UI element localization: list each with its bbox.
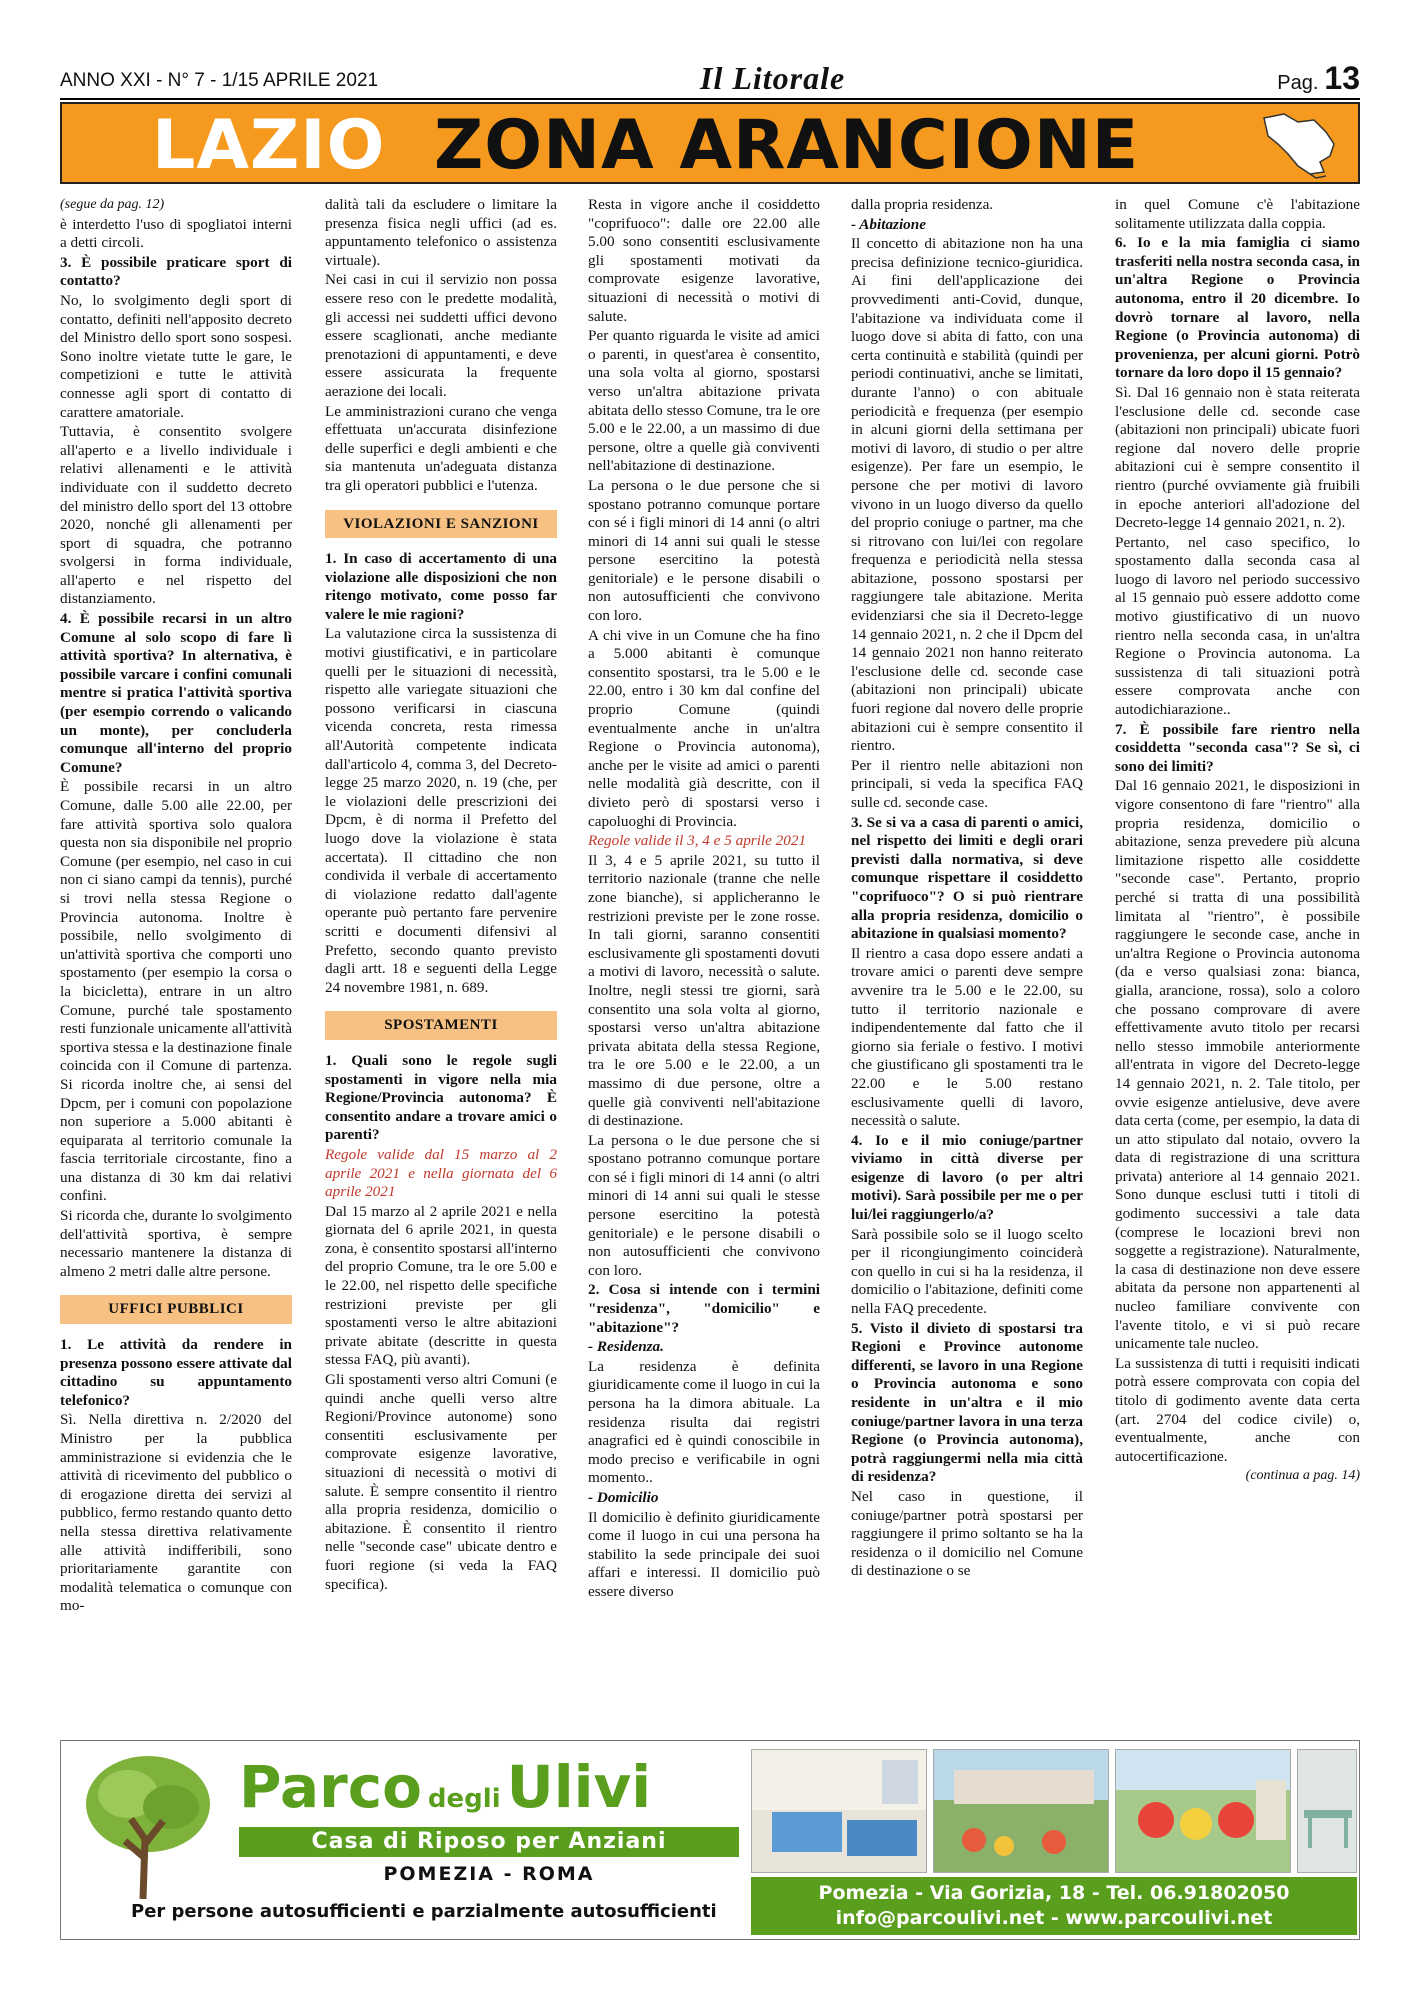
paragraph: Il concetto di abitazione non ha una precisa definizione tecnico-giuridica. Ai fini dell'applicazione dei provvedimenti anti-Covid, dunque, l'abitazione va individuata come il luogo dove si abita di fatto, con una certa continuità e stabilità (quindi per periodi continuativi, anche se limitati, durante l'anno) o con abituale periodicità e frequenza (per esempio in alcuni giorni della settimana per motivi di lavoro, di studio o per altre esigenze). Per fare un esempio, le persone che per motivi di lavoro vivono in un luogo diverso da quello del proprio coniuge o partner, ma che si ritrovano con lui/lei con regolare frequenza e periodicità nella stessa abitazione, possono spostarsi per raggiungere tale abitazione. Merita evidenziarsi che sia il Decreto-legge 14 gennaio 2021, n. 2 che il Dpcm del 14 gennaio 2021 non hanno reiterato l'esclusione delle cd. seconde case (abitazioni non principali) ubicate fuori regione dal novero delle proprie abitazioni cui è sempre consentito il rientro. bbox=[851, 235, 1083, 755]
faq-answer: Tuttavia, è consentito svolgere all'aperto e a livello individuale i relativi allenamenti e le attività individuate con il suddetto decreto del ministro dello sport del 13 ottobre 2020, nonché gli allenamenti per sport di squadra, che potranno svolgersi in forma individuale, all'aperto e nel rispetto del distanziamento. bbox=[60, 423, 292, 608]
section-heading-violazioni: VIOLAZIONI E SANZIONI bbox=[325, 510, 557, 539]
paragraph: Le amministrazioni curano che venga effettuata un'accurata disinfezione delle superfici e degli ambienti e che sia mantenuta un'adeguata distanza tra gli operatori pubblici e l'utenza. bbox=[325, 402, 557, 494]
faq-question: 3. È possibile praticare sport di contatto? bbox=[60, 253, 292, 290]
rule-validity-note: Regole valide il 3, 4 e 5 aprile 2021 bbox=[588, 832, 807, 850]
contact-box bbox=[751, 1877, 1357, 1935]
paragraph: in quel Comune c'è l'abitazione solitamente utilizzata dalla coppia. bbox=[1115, 196, 1360, 232]
faq-answer: Sarà possibile solo se il luogo scelto per il ricongiungimento coinciderà con quello in cui si ha la residenza, il domicilio o l'abitazione, definiti come nella FAQ precedente. bbox=[851, 1225, 1083, 1318]
page-label: Pag. bbox=[1277, 72, 1319, 94]
paragraph: Resta in vigore anche il cosiddetto "coprifuoco": dalle ore 22.00 alle 5.00 sono consentiti esclusivamente gli spostamenti motivati da comprovate esigenze lavorative, situazioni di necessità o motivi di salute. bbox=[588, 196, 820, 325]
paragraph: Nei casi in cui il servizio non possa essere reso con le predette modalità, gli accessi nei suddetti uffici devono essere scaglionati, anche mediante prenotazioni di appuntamenti, e deve essere assicurata la frequente aerazione dei locali. bbox=[325, 271, 557, 400]
paragraph: dalità tali da escludere o limitare la presenza fisica negli uffici (ad es. appuntamento telefonico o assistenza virtuale). bbox=[325, 196, 557, 269]
paragraph: Il 3, 4 e 5 aprile 2021, su tutto il territorio nazionale (tranne che nelle zone bianche), si applicheranno le restrizioni previste per le zone rosse. In tali giorni, saranno consentiti esclusivamente gli spostamenti dovuti a motivi di lavoro, necessità o salute. Inoltre, negli stessi tre giorni, sarà consentito una sola volta al giorno, spostarsi verso un'altra abitazione privata abitata della stessa Regione, tra le ore 5.00 e le 22.00, a un massimo di due persone, oltre a quelle già conviventi nell'abitazione di destinazione. bbox=[588, 851, 820, 1130]
faq-answer: Nel caso in questione, il coniuge/partner potrà spostarsi per raggiungere il primo soltanto se ha la residenza o il domicilio nel Comune di destinazione o se bbox=[851, 1487, 1083, 1580]
contact-address: Pomezia - Via Gorizia, 18 - Tel. 06.91802050 bbox=[818, 1882, 1290, 1904]
subheading: - Abitazione bbox=[851, 215, 926, 233]
rule-validity-note: Regole valide dal 15 marzo al 2 aprile 2021 e nella giornata del 6 aprile 2021 bbox=[325, 1145, 557, 1201]
brand-subtitle: Casa di Riposo per Anziani bbox=[239, 1827, 739, 1857]
banner-zone: ZONA ARANCIONE bbox=[434, 106, 1140, 185]
photo-dining bbox=[1297, 1749, 1357, 1873]
paragraph: è interdetto l'uso di spogliatoi interni a detti circoli. bbox=[60, 215, 292, 252]
faq-answer: Il rientro a casa dopo essere andati a trovare amici o parenti deve sempre avvenire tra le 5.00 e le 22.00, su tutto il territorio nazionale e indipendentemente dal fatto che il giorno sia feriale o festivo. I motivi che giustificano gli spostamenti tra le 22.00 e le 5.00 restano esclusivamente quelli di lavoro, necessità o salute. bbox=[851, 944, 1083, 1130]
faq-question: 2. Cosa si intende con i termini "residenza", "domicilio" e "abitazione"? bbox=[588, 1281, 820, 1336]
paragraph: La persona o le due persone che si spostano potranno comunque portare con sé i figli minori di 14 anni (o altri minori di 14 anni sui quali le stesse persone esercitino la potestà genitoriale) e le persone disabili o non autosufficienti che convivono con loro. bbox=[588, 476, 820, 625]
section-heading-uffici: UFFICI PUBBLICI bbox=[60, 1295, 292, 1324]
faq-question: 1. Quali sono le regole sugli spostamenti in vigore nella mia Regione/Provincia autonoma? È consentito andare a trovare amici o parenti? bbox=[325, 1051, 557, 1144]
column-1 bbox=[60, 196, 292, 1617]
issue-info: ANNO XXI - N° 7 - 1/15 APRILE 2021 bbox=[60, 70, 379, 91]
section-heading-spostamenti: SPOSTAMENTI bbox=[325, 1011, 557, 1040]
paragraph: La persona o le due persone che si spostano potranno comunque portare con sé i figli minori di 14 anni (o altri minori di 14 anni sui quali le stesse persone esercitino la potestà genitoriale) e le persone disabili o non autosufficienti che convivono con loro. bbox=[588, 1131, 820, 1279]
subheading: - Residenza. bbox=[588, 1338, 664, 1356]
faq-answer: È possibile recarsi in un altro Comune, dalle 5.00 alle 22.00, per fare attività sportiva solo qualora questa non sia disponibile nel proprio Comune (per esempio, nel caso in cui non ci siano campi da tennis), purché si trovi nella stessa Regione o Provincia autonoma. Inoltre è possibile, nello svolgimento di un'attività sportiva che comporti uno spostamento (per esempio la corsa o la bicicletta), entrare in un altro Comune, purché tale spostamento resti funzionale unicamente all'attività sportiva stessa e la destinazione finale coincida con il Comune di partenza. Si ricorda inoltre che, ai sensi del Dpcm, per i comuni con popolazione non superiore a 5.000 abitanti è equiparata al territorio comunale la fascia territoriale circostante, fino a una distanza di 30 km dai relativi confini. bbox=[60, 778, 292, 1205]
faq-question: 4. Io e il mio coniuge/partner viviamo in città diverse per esigenze di lavoro (o per altri motivi). Sarà possibile per me o per lui/lei raggiungerlo/a? bbox=[851, 1131, 1083, 1224]
column-3 bbox=[588, 196, 820, 1603]
masthead: Il Litorale bbox=[700, 60, 846, 96]
paragraph: Il domicilio è definito giuridicamente come il luogo in cui una persona ha stabilito la sede principale dei suoi affari e interessi. Il domicilio può essere diverso bbox=[588, 1508, 820, 1600]
faq-question: 5. Visto il divieto di spostarsi tra Regioni e Province autonome differenti, se lavoro in una Regione o Provincia autonoma e sono residente in un'altra e il mio coniuge/partner lavora in una terza Regione (o Provincia autonoma), potrà raggiungermi nella mia città di residenza? bbox=[851, 1319, 1083, 1486]
paragraph: La residenza è definita giuridicamente come il luogo in cui la persona ha la dimora abituale. La residenza risulta dai registri anagrafici ed è quindi conoscibile in modo preciso e verificabile in ogni momento.. bbox=[588, 1357, 820, 1487]
brand-word-small: degli bbox=[427, 1784, 501, 1814]
brand-city: POMEZIA - ROMA bbox=[383, 1863, 595, 1885]
paragraph: Per quanto riguarda le visite ad amici o parenti, in quest'area è consentito, una sola volta al giorno, spostarsi verso un'altra abitazione privata abitata dello stesso Comune, tra le ore 5.00 e le 22.00, a un massimo di due persone, oltre a quelle già conviventi nell'abitazione di destinazione. bbox=[588, 327, 820, 475]
faq-answer: Sì. Nella direttiva n. 2/2020 del Ministro per la pubblica amministrazione si evidenzia che le attività di ricevimento del pubblico o di erogazione diretta dei servizi al pubblico, fermo restando quanto detto nella stessa direttiva relativamente alle attività indifferibili, sono prioritariamente garantite con modalità telematica o comunque con mo- bbox=[60, 1411, 292, 1615]
faq-question: 1. In caso di accertamento di una violazione alle disposizioni che non ritengo motivato, come posso far valere le mie ragioni? bbox=[325, 550, 557, 623]
subheading: - Domicilio bbox=[588, 1488, 659, 1506]
banner-region: LAZIO bbox=[152, 106, 386, 185]
paragraph: Per il rientro nelle abitazioni non principali, si veda la specifica FAQ sulle cd. seconde case. bbox=[851, 756, 1083, 811]
faq-answer: La valutazione circa la sussistenza di motivi giustificativi, e in particolare quelli per le situazioni di necessità, rispetto alle variegate situazioni che possono verificarsi in ciascuna vicenda concreta, resta rimessa all'Autorità competente indicata dall'articolo 4, comma 3, del Decreto-legge 25 marzo 2020, n. 19 (che, per le violazioni delle prescrizioni dei Dpcm, è di norma il Prefetto del luogo dove la violazione è stata accertata). Il cittadino che non condivida il verbale di accertamento di violazione redatto dall'agente operante può pertanto fare pervenire scritti e documenti difensivi al Prefetto, secondo quanto previsto dagli artt. 18 e seguenti della Legge 24 novembre 1981, n. 689. bbox=[325, 625, 557, 996]
faq-question: 4. È possibile recarsi in un altro Comune al solo scopo di fare lì attività sportiva? In alternativa, è possibile varcare i confini comunali mentre si pratica l'attività sportiva (per esempio correndo o valicando un monte), per concluderla comunque all'interno del proprio Comune? bbox=[60, 610, 292, 776]
photo-terrace bbox=[1115, 1749, 1291, 1873]
header-rule bbox=[60, 98, 1360, 100]
continued-note: (segue da pag. 12) bbox=[60, 197, 165, 212]
column-2 bbox=[325, 196, 557, 1595]
contact-web: info@parcoulivi.net - www.parcoulivi.net bbox=[835, 1907, 1273, 1929]
brand-word-2: Ulivi bbox=[506, 1753, 652, 1821]
faq-question: 6. Io e la mia famiglia ci siamo trasferiti nella nostra seconda casa, in un'altra Regione o Provincia autonoma, entro il 20 dicembre. Io dovrò tornare al lavoro, nella Regione (o Provincia autonoma) di provenienza, per alcuni giorni. Potrò tornare da loro dopo il 15 gennaio? bbox=[1115, 234, 1360, 382]
paragraph: dalla propria residenza. bbox=[851, 196, 994, 213]
faq-answer: Pertanto, nel caso specifico, lo spostamento dalla seconda casa al luogo di lavoro nel periodo successivo al 15 gennaio può essere addotto come motivo giustificativo di un nuovo rientro nella seconda casa, in un'altra Regione o Provincia autonoma. La sussistenza di tali situazioni potrà essere comprovata anche con autodichiarazione.. bbox=[1115, 533, 1360, 719]
section-banner bbox=[60, 102, 1360, 184]
photo-bedroom bbox=[751, 1749, 927, 1873]
paragraph: A chi vive in un Comune che ha fino a 5.000 abitanti è comunque consentito spostarsi, tra le 5.00 e le 22.00, entro i 30 km dal confine del proprio Comune (quindi eventualmente anche in un'altra Regione o Provincia autonoma), anche per le visite ad amici o parenti nelle modalità già descritte, con il divieto però di spostarsi verso i capoluoghi di Provincia. bbox=[588, 626, 820, 830]
continued-note: (continua a pag. 14) bbox=[1245, 1468, 1360, 1484]
faq-answer: Gli spostamenti verso altri Comuni (e quindi anche quelli verso altre Regioni/Province autonome) sono consentiti esclusivamente per comprovate esigenze lavorative, situazioni di necessità o motivi di salute. È sempre consentito il rientro alla propria residenza, domicilio o abitazione. È consentito il rientro nelle "seconde case" ubicate dentro e fuori regione (si veda la FAQ specifica). bbox=[325, 1371, 557, 1593]
faq-answer: Sì. Dal 16 gennaio non è stata reiterata l'esclusione delle cd. seconde case (abitazioni non principali) ubicate fuori regione dal novero delle proprie abitazioni cui è sempre consentito il rientro (purché ovviamente già fruibili in epoche anteriori all'adozione del Decreto-legge 14 gennaio 2021, n. 2). bbox=[1115, 383, 1360, 532]
page-number bbox=[1277, 60, 1360, 97]
ad-tagline: Per persone autosufficienti e parzialmente autosufficienti bbox=[131, 1901, 717, 1922]
faq-question: 1. Le attività da rendere in presenza possono essere attivate dal cittadino su appuntamento telefonico? bbox=[60, 1336, 292, 1409]
advertisement bbox=[60, 1740, 1360, 1940]
lazio-map-icon bbox=[1254, 110, 1344, 180]
olive-tree-icon bbox=[73, 1749, 223, 1899]
photo-garden bbox=[933, 1749, 1109, 1873]
page-num: 13 bbox=[1324, 60, 1360, 96]
brand-word-1: Parco bbox=[239, 1753, 422, 1821]
faq-question: 3. Se si va a casa di parenti o amici, nel rispetto dei limiti e degli orari previsti dalla normativa, si deve comunque rispettare il cosiddetto "coprifuoco"? O si può rientrare alla propria residenza, domicilio o abitazione in qualsiasi momento? bbox=[851, 813, 1083, 943]
faq-answer: Si ricorda che, durante lo svolgimento dell'attività sportiva, è sempre necessario mantenere la distanza di almeno 2 metri dalle altre persone. bbox=[60, 1207, 292, 1280]
column-5 bbox=[1115, 196, 1360, 1487]
faq-answer: Dal 16 gennaio 2021, le disposizioni in vigore consentono di fare "rientro" alla propria residenza, domicilio o abitazione, senza prevedere più alcuna limitazione rispetto alle cosiddette "seconde case". Pertanto, proprio perché si tratta di una possibilità limitata al "rientro", è possibile raggiungere le seconde case, anche in un'altra Regione o Provincia autonoma (da e verso qualsiasi zona: bianca, gialla, arancione, rossa), solo a coloro che possano comprovare di avere effettivamente avuto titolo per recarsi nello stesso immobile anteriormente all'entrata in vigore del Decreto-legge 14 gennaio 2021, n. 2. Tale titolo, per ovvie esigenze antielusive, deve avere data certa (come, per esempio, la data di un atto stipulato dal notaio, ovvero la data di registrazione di una scrittura privata) anteriore al 14 gennaio 2021. Sono dunque esclusi tutti i titoli di godimento successivi a tale data (comprese le locazioni brevi non soggette a registrazione). Naturalmente, la casa di destinazione non deve essere abitata da persone non appartenenti al nucleo familiare convivente con l'avente titolo, e vi si può recare unicamente tale nucleo. bbox=[1115, 777, 1360, 1353]
page-header bbox=[60, 60, 1360, 96]
faq-answer: No, lo svolgimento degli sport di contatto, definiti nell'apposito decreto del Ministro dello sport sono sospesi. Sono inoltre vietate tutte le gare, le competizioni e tutte le attività connesse agli sport di contatto di carattere amatoriale. bbox=[60, 291, 292, 421]
faq-answer: La sussistenza di tutti i requisiti indicati potrà essere comprovata con copia del titolo di godimento avente data certa (art. 2704 del codice civile) o, eventualmente, anche con autocertificazione. bbox=[1115, 1354, 1360, 1465]
column-4 bbox=[851, 196, 1083, 1582]
brand-name bbox=[239, 1753, 651, 1821]
faq-answer: Dal 15 marzo al 2 aprile 2021 e nella giornata del 6 aprile 2021, in questa zona, è consentito spostarsi all'interno del proprio Comune, tra le ore 5.00 e le 22.00, nel rispetto delle specifiche restrizioni previste per gli spostamenti verso le altre abitazioni private abitate (descritte in questa stessa FAQ, più avanti). bbox=[325, 1202, 557, 1369]
faq-question: 7. È possibile fare rientro nella cosiddetta "seconda casa"? Se sì, ci sono dei limiti? bbox=[1115, 720, 1360, 775]
